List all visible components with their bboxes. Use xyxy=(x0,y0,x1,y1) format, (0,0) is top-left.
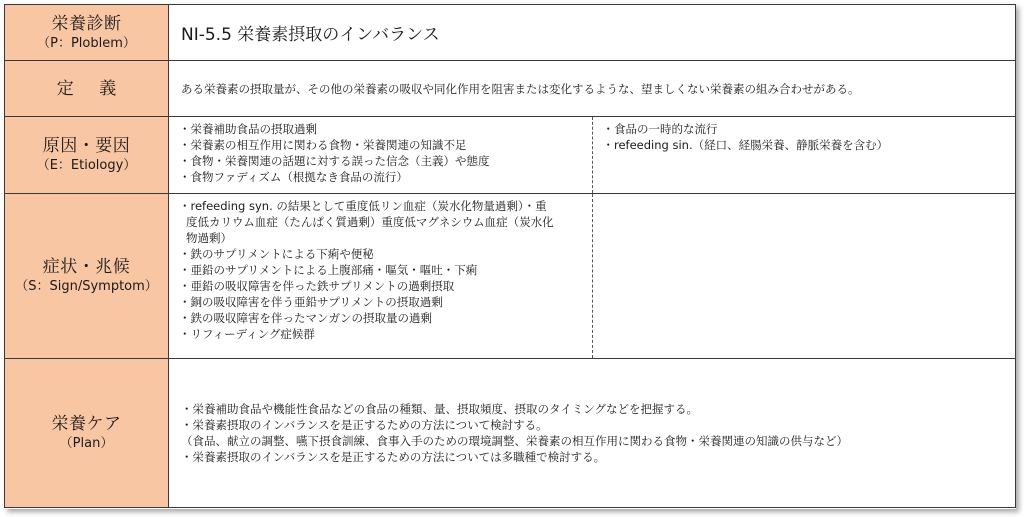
symptom-label: 症状・兆候 xyxy=(42,257,131,277)
diagnosis-value: NI-5.5 栄養素摂取のインバランス xyxy=(169,5,1016,61)
definition-text: ある栄養素の摂取量が、その他の栄養素の吸収や同化作用を阻害または変化するような、望ましくない栄養素の組み合わせがある。 xyxy=(169,61,1016,117)
row-plan xyxy=(5,359,1016,508)
list-item: ・栄養補助食品や機能性食品などの食品の種類、量、摂取頻度、摂取のタイミングなどを把握する。 xyxy=(181,402,699,416)
diagnosis-header-cell xyxy=(5,5,169,61)
list-item: ・食物・栄養関連の話題に対する誤った信念（主義）や態度 xyxy=(179,154,490,168)
list-item: ・鉄の吸収障害を伴ったマンガンの摂取量の過剰 xyxy=(179,311,432,325)
definition-header-cell xyxy=(5,61,169,117)
list-item: ・食品の一時的な流行 xyxy=(602,122,718,136)
list-item: ・亜鉛のサプリメントによる上腹部痛・嘔気・嘔吐・下痢 xyxy=(179,263,478,277)
symptom-right-list xyxy=(592,194,1016,359)
symptom-left-list xyxy=(169,194,593,359)
row-etiology xyxy=(5,117,1016,194)
etiology-header-cell xyxy=(5,117,169,194)
list-item: ・栄養補助食品の摂取過剰 xyxy=(179,122,317,136)
etiology-right-list xyxy=(592,117,1016,194)
list-item: ・食物ファディズム（根拠なき食品の流行） xyxy=(179,170,408,184)
plan-header-cell xyxy=(5,359,169,508)
list-item: ・銅の吸収障害を伴う亜鉛サプリメントの摂取過剰 xyxy=(179,295,443,309)
symptom-sublabel: （S：Sign/Symptom） xyxy=(15,279,158,294)
diagnosis-sublabel: （P：Ploblem） xyxy=(37,35,136,51)
etiology-label: 原因・要因 xyxy=(42,136,131,156)
list-item: 度低カリウム血症（たんぱく質過剰）重度低マグネシウム血症（炭水化 xyxy=(186,215,554,229)
definition-label: 定 義 xyxy=(56,78,127,99)
list-item: ・栄養素摂取のインバランスを是正するための方法については多職種で検討する。 xyxy=(181,450,606,464)
plan-sublabel: （Plan） xyxy=(59,436,114,451)
symptom-header-cell xyxy=(5,194,169,359)
list-item: ・refeeding syn. の結果として重度低リン血症（炭水化物量過剰）・重 xyxy=(179,199,547,213)
list-item: ・亜鉛の吸収障害を伴った鉄サプリメントの過剰摂取 xyxy=(179,279,455,293)
etiology-sublabel: （E：Etiology） xyxy=(36,158,137,173)
diagnosis-label: 栄養診断 xyxy=(51,13,122,34)
list-item: （食品、献立の調整、嚥下摂食訓練、食事入手のための環境調整、栄養素の相互作用に関わる食物・栄養関連の知識の供与など） xyxy=(181,434,848,448)
plan-text xyxy=(169,359,1016,508)
list-item: ・refeeding sin.（経口、経腸栄養、静脈栄養を含む） xyxy=(602,138,889,152)
nutrition-diagnosis-sheet xyxy=(4,4,1016,509)
list-item: ・栄養素摂取のインバランスを是正するための方法について検討する。 xyxy=(181,418,548,432)
list-item: ・栄養素の相互作用に関わる食物・栄養関連の知識不足 xyxy=(179,138,467,152)
list-item: 物過剰） xyxy=(186,231,232,245)
list-item: ・リフィーディング症候群 xyxy=(179,327,315,341)
row-symptom xyxy=(5,194,1016,359)
etiology-left-list xyxy=(169,117,593,194)
plan-label: 栄養ケア xyxy=(51,414,122,434)
row-diagnosis xyxy=(5,5,1016,61)
row-definition xyxy=(5,61,1016,117)
diagnosis-table xyxy=(4,4,1016,508)
list-item: ・鉄のサプリメントによる下痢や便秘 xyxy=(179,247,374,261)
